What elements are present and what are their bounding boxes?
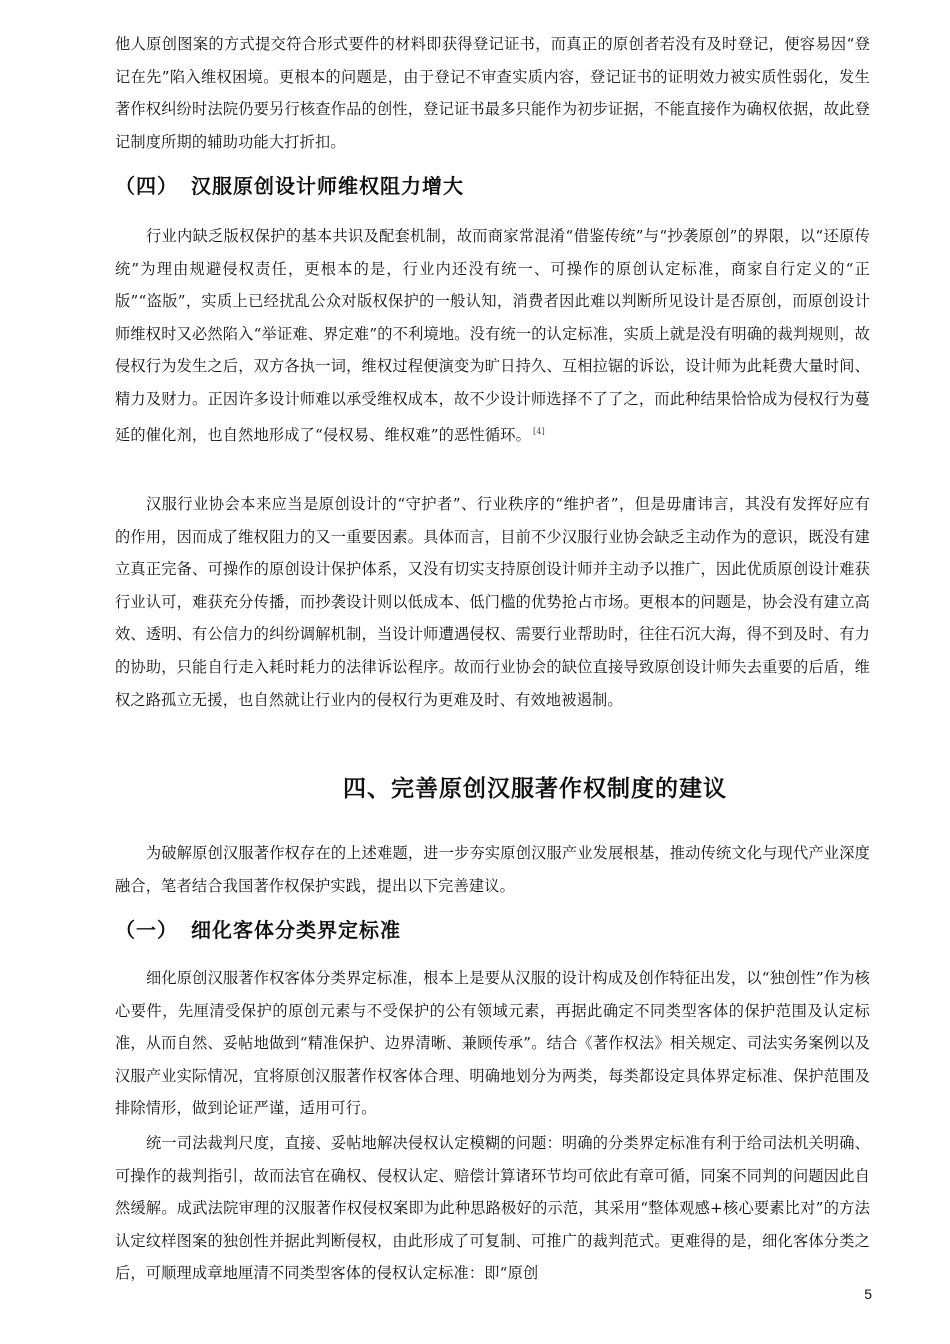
section-heading-4 <box>115 170 464 199</box>
paragraph-classification: 细化原创汉服著作权客体分类界定标准，根本上是要从汉服的设计构成及创作特征出发，以“独创性”作为核心要件，先厘清受保护的原创元素与不受保护的公有领域元素，再据此确定不同类型客体的保护范围及认定标准，从而自然、妥帖地做到“精准保护、边界清晰、兼顾传承”。结合《著作权法》相关规定、司法实务案例以及汉服产业实际情况，宜将原创汉服著作权客体合理、明确地划分为两类，每类都设定具体界定标准、保护范围及排除情形，做到论证严谨，适用可行。 <box>115 969 870 1118</box>
reference-marker: [4] <box>533 426 545 436</box>
section-number: （四） <box>115 174 178 198</box>
paragraph-market-confusion <box>115 220 870 451</box>
section-number: （一） <box>115 918 178 942</box>
paragraph-chapter-intro: 为破解原创汉服著作权存在的上述难题，进一步夯实原创汉服产业发展根基，推动传统文化与现代产业深度融合，笔者结合我国著作权保护实践，提出以下完善建议。 <box>115 844 870 895</box>
paragraph-registration: 他人原创图案的方式提交符合形式要件的材料即获得登记证书，而真正的原创者若没有及时登记，便容易因“登记在先”陷入维权困境。更根本的问题是，由于登记不审查实质内容，登记证书的证明效力被实质性弱化，发生著作权纠纷时法院仍要另行核查作品的创性，登记证书最多只能作为初步证据，不能直接作为确权依据，故此登记制度所期的辅助功能大打折扣。 <box>115 35 870 151</box>
paragraph-industry-association: 汉服行业协会本来应当是原创设计的“守护者”、行业秩序的“维护者”，但是毋庸讳言，其没有发挥好应有的作用，因而成了维权阻力的又一重要因素。具体而言，目前不少汉服行业协会缺乏主动作为的意识，既没有建立真正完备、可操作的原创设计保护体系，又没有切实支持原创设计师并主动予以推广，因此优质原创设计难获行业认可，难获充分传播，而抄袭设计则以低成本、低门槛的优势抢占市场。更根本的问题是，协会没有建立高效、透明、有公信力的纠纷调解机制，当设计师遭遇侵权、需要行业帮助时，往往石沉大海，得不到及时、有力的协助，只能自行走入耗时耗力的法律诉讼程序。故而行业协会的缺位直接导致原创设计师失去重要的后盾，维权之路孤立无援，也自然就让行业内的侵权行为更难及时、有效地被遏制。 <box>115 495 870 709</box>
paragraph-judicial-standard: 统一司法裁判尺度，直接、妥帖地解决侵权认定模糊的问题：明确的分类界定标准有利于给司法机关明确、可操作的裁判指引，故而法官在确权、侵权认定、赔偿计算诸环节均可依此有章可循，同案不同判的问题因此自然缓解。成武法院审理的汉服著作权侵权案即为此种思路极好的示范，其采用“整体观感+核心要素比对”的方法认定纹样图案的独创性并据此判断侵权，由此形成了可复制、可推广的裁判范式。更难得的是，细化客体分类之后，可顺理成章地厘清不同类型客体的侵权认定标准：即“原创 <box>115 1134 870 1283</box>
section-title: 细化客体分类界定标准 <box>191 918 401 942</box>
chapter-heading: 四、完善原创汉服著作权制度的建议 <box>343 776 727 802</box>
page-number: 5 <box>864 1286 872 1302</box>
section-heading-1 <box>115 914 401 943</box>
paragraph-text: 行业内缺乏版权保护的基本共识及配套机制，故而商家常混淆“借鉴传统”与“抄袭原创”的界限，以“还原传统”为理由规避侵权责任，更根本的是，行业内还没有统一、可操作的原创认定标准，商家自行定义的“正版”“盗版”，实质上已经扰乱公众对版权保护的一般认知，消费者因此难以判断所见设计是否原创，而原创设计师维权时又必然陷入“举证难、界定难”的不利境地。没有统一的认定标准，实质上就是没有明确的裁判规则，故侵权行为发生之后，双方各执一词，维权过程便演变为旷日持久、互相拉锯的诉讼，设计师为此耗费大量时间、精力及财力。正因许多设计师难以承受维权成本，故不少设计师选择不了了之，而此种结果恰恰成为侵权行为蔓延的催化剂，也自然地形成了“侵权易、维权难”的恶性循环。 <box>115 227 870 444</box>
section-title: 汉服原创设计师维权阻力增大 <box>191 174 464 198</box>
